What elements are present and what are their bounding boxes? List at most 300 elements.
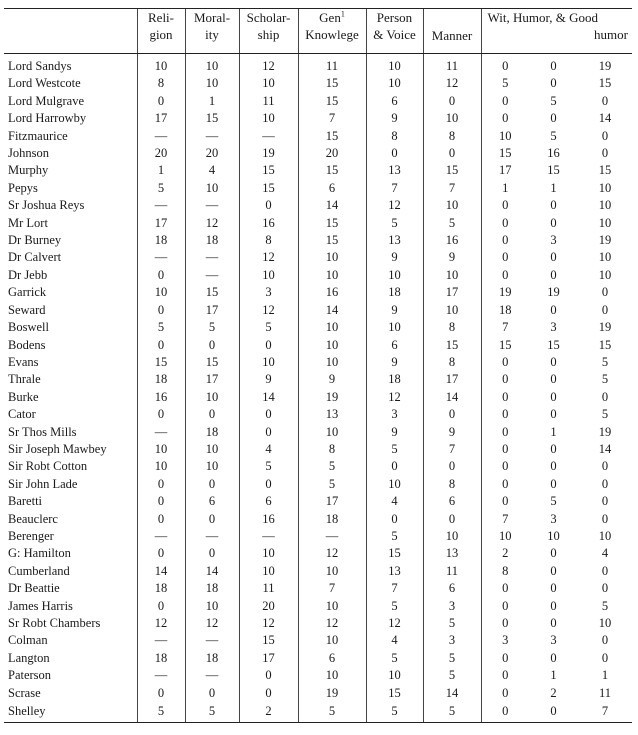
good-humor-score: 0 bbox=[601, 389, 609, 404]
table-row bbox=[4, 563, 632, 580]
knowledge-score: 15 bbox=[298, 128, 366, 145]
scholarship-score: 0 bbox=[239, 337, 298, 354]
table-row bbox=[4, 371, 632, 388]
person-voice-header: Person & Voice bbox=[366, 9, 423, 54]
person-voice-score: 5 bbox=[366, 528, 423, 545]
morality-score: — bbox=[185, 528, 239, 545]
scholarship-score: — bbox=[239, 528, 298, 545]
humor-score: 1 bbox=[550, 668, 557, 683]
person-voice-score: 5 bbox=[366, 598, 423, 615]
person-voice-score: 7 bbox=[366, 180, 423, 197]
wit-score: 0 bbox=[481, 615, 529, 632]
wit-score: 0 bbox=[481, 389, 529, 406]
manner-score: 9 bbox=[423, 249, 481, 266]
manner-score: 10 bbox=[423, 110, 481, 127]
scholarship-score: 12 bbox=[239, 249, 298, 266]
wit-score: 2 bbox=[481, 545, 529, 562]
manner-score: 0 bbox=[423, 93, 481, 110]
knowledge-score: 12 bbox=[298, 545, 366, 562]
person-voice-score: 10 bbox=[366, 319, 423, 336]
religion-score: 17 bbox=[137, 215, 185, 232]
person-name: Bodens bbox=[8, 337, 46, 352]
person-voice-score: 0 bbox=[366, 145, 423, 162]
humor-score: 0 bbox=[550, 650, 557, 665]
religion-score: 14 bbox=[137, 563, 185, 580]
religion-score: 10 bbox=[137, 441, 185, 458]
knowledge-score: 15 bbox=[298, 232, 366, 249]
table-row bbox=[4, 685, 632, 702]
manner-score: 8 bbox=[423, 476, 481, 493]
table-row bbox=[4, 458, 632, 475]
good-humor-score: 0 bbox=[601, 563, 609, 578]
morality-score: 10 bbox=[185, 54, 239, 76]
good-humor-score: 0 bbox=[601, 285, 609, 300]
manner-score: 17 bbox=[423, 284, 481, 301]
good-humor-score: 10 bbox=[598, 528, 612, 543]
good-humor-score: 19 bbox=[598, 320, 612, 335]
good-humor-score: 10 bbox=[598, 267, 612, 282]
knowledge-score: 10 bbox=[298, 424, 366, 441]
good-humor-score: 10 bbox=[598, 616, 612, 630]
knowledge-score: 13 bbox=[298, 406, 366, 423]
knowledge-score: 10 bbox=[298, 563, 366, 580]
humor-score: 16 bbox=[547, 146, 560, 161]
manner-score: 8 bbox=[423, 128, 481, 145]
person-name: Lord Mulgrave bbox=[8, 93, 85, 108]
person-name: Baretti bbox=[8, 494, 43, 509]
humor-score: 0 bbox=[550, 476, 557, 491]
morality-score: 15 bbox=[185, 110, 239, 127]
wit-score: 0 bbox=[481, 650, 529, 667]
morality-score: — bbox=[185, 128, 239, 145]
scholarship-score: 12 bbox=[239, 54, 298, 76]
person-name: James Harris bbox=[8, 598, 73, 613]
knowledge-score: 16 bbox=[298, 284, 366, 301]
good-humor-score: 0 bbox=[601, 494, 609, 509]
knowledge-score: 6 bbox=[298, 650, 366, 667]
religion-score: 0 bbox=[137, 598, 185, 615]
person-name: Scrase bbox=[8, 685, 41, 700]
person-name: Lord Harrowby bbox=[8, 111, 87, 126]
manner-score: 6 bbox=[423, 493, 481, 510]
person-name: Boswell bbox=[8, 320, 49, 335]
person-name: Sr Thos Mills bbox=[8, 424, 77, 439]
wit-humor-header: Wit, Humor, & Good humor bbox=[481, 9, 632, 54]
good-humor-score: 14 bbox=[598, 441, 612, 456]
manner-score: 8 bbox=[423, 354, 481, 371]
manner-score: 0 bbox=[423, 458, 481, 475]
person-name: Sr Joshua Reys bbox=[8, 198, 85, 213]
wit-score: 0 bbox=[481, 493, 529, 510]
religion-score: 0 bbox=[137, 511, 185, 528]
knowledge-score: 5 bbox=[298, 458, 366, 475]
humor-score: 15 bbox=[547, 163, 560, 178]
knowledge-score: — bbox=[298, 528, 366, 545]
humor-score: 5 bbox=[550, 128, 557, 143]
scholarship-score: 11 bbox=[239, 580, 298, 597]
person-name: Mr Lort bbox=[8, 215, 48, 230]
knowledge-score: 15 bbox=[298, 162, 366, 179]
religion-score: 0 bbox=[137, 93, 185, 110]
person-voice-score: 15 bbox=[366, 545, 423, 562]
morality-score: 12 bbox=[185, 215, 239, 232]
morality-score: 15 bbox=[185, 354, 239, 371]
wit-score: 0 bbox=[481, 215, 529, 232]
person-voice-score: 13 bbox=[366, 162, 423, 179]
wit-score: 7 bbox=[481, 511, 529, 528]
humor-score: 0 bbox=[550, 250, 557, 265]
person-voice-score: 18 bbox=[366, 284, 423, 301]
good-humor-score: 0 bbox=[601, 476, 609, 491]
table-row bbox=[4, 493, 632, 510]
religion-header: Reli- gion bbox=[137, 9, 185, 54]
religion-score: 5 bbox=[137, 319, 185, 336]
morality-score: 0 bbox=[185, 685, 239, 702]
morality-score: 20 bbox=[185, 145, 239, 162]
person-name: Berenger bbox=[8, 528, 54, 543]
manner-score: 10 bbox=[423, 302, 481, 319]
manner-score: 15 bbox=[423, 337, 481, 354]
scholarship-score: 6 bbox=[239, 493, 298, 510]
humor-score: 0 bbox=[550, 267, 557, 282]
person-voice-score: 12 bbox=[366, 197, 423, 214]
good-humor-score: 19 bbox=[598, 59, 612, 73]
wit-score: 0 bbox=[481, 667, 529, 684]
person-voice-score: 12 bbox=[366, 389, 423, 406]
scholarship-score: 3 bbox=[239, 284, 298, 301]
person-name: Cumberland bbox=[8, 563, 70, 578]
scholarship-score: 11 bbox=[239, 93, 298, 110]
person-name: Sr Robt Chambers bbox=[8, 616, 101, 630]
scholarship-score: 0 bbox=[239, 685, 298, 702]
good-humor-score: 10 bbox=[598, 198, 612, 213]
table-row bbox=[4, 441, 632, 458]
morality-score: 10 bbox=[185, 441, 239, 458]
humor-score: 2 bbox=[550, 685, 557, 700]
wit-score: 0 bbox=[481, 685, 529, 702]
good-humor-score: 0 bbox=[601, 146, 609, 161]
table-row bbox=[4, 424, 632, 441]
good-humor-score: 10 bbox=[598, 250, 612, 265]
table-row bbox=[4, 284, 632, 301]
knowledge-score: 8 bbox=[298, 441, 366, 458]
person-voice-score: 7 bbox=[366, 580, 423, 597]
morality-score: — bbox=[185, 249, 239, 266]
good-humor-score: 4 bbox=[601, 546, 609, 561]
morality-score: 10 bbox=[185, 598, 239, 615]
wit-score: 0 bbox=[481, 110, 529, 127]
morality-score: 0 bbox=[185, 406, 239, 423]
manner-score: 16 bbox=[423, 232, 481, 249]
manner-score: 3 bbox=[423, 632, 481, 649]
manner-score: 0 bbox=[423, 145, 481, 162]
table-row bbox=[4, 145, 632, 162]
name-column-header bbox=[4, 9, 137, 54]
good-humor-score: 0 bbox=[601, 633, 609, 648]
table-row bbox=[4, 54, 632, 76]
religion-score: 0 bbox=[137, 302, 185, 319]
manner-score: 10 bbox=[423, 197, 481, 214]
table-row bbox=[4, 702, 632, 723]
person-name: Sir Robt Cotton bbox=[8, 459, 88, 474]
humor-score: 3 bbox=[550, 511, 557, 526]
person-voice-score: 4 bbox=[366, 493, 423, 510]
religion-score: — bbox=[137, 197, 185, 214]
humor-score: 0 bbox=[550, 598, 557, 613]
table-row bbox=[4, 197, 632, 214]
person-name: Thrale bbox=[8, 372, 41, 387]
person-name: Shelley bbox=[4, 702, 137, 723]
morality-score: 5 bbox=[185, 702, 239, 723]
morality-score: 17 bbox=[185, 371, 239, 388]
manner-score: 5 bbox=[423, 615, 481, 632]
good-humor-score: 5 bbox=[601, 354, 609, 369]
table-row bbox=[4, 632, 632, 649]
wit-score: 15 bbox=[481, 145, 529, 162]
wit-score: 0 bbox=[481, 441, 529, 458]
table-row bbox=[4, 232, 632, 249]
morality-score: 12 bbox=[185, 615, 239, 632]
person-voice-score: 9 bbox=[366, 354, 423, 371]
religion-score: 18 bbox=[137, 232, 185, 249]
ratings-table bbox=[4, 8, 632, 723]
scholarship-score: 4 bbox=[239, 441, 298, 458]
person-name: Colman bbox=[8, 633, 48, 648]
person-voice-score: 15 bbox=[366, 685, 423, 702]
humor-score: 0 bbox=[550, 354, 557, 369]
religion-score: 10 bbox=[137, 54, 185, 76]
scholarship-score: 5 bbox=[239, 458, 298, 475]
religion-score: 18 bbox=[137, 580, 185, 597]
knowledge-score: 17 bbox=[298, 493, 366, 510]
wit-score: 10 bbox=[481, 128, 529, 145]
good-humor-score: 19 bbox=[598, 233, 612, 248]
religion-score: 5 bbox=[137, 180, 185, 197]
religion-score: — bbox=[137, 424, 185, 441]
wit-score: 0 bbox=[481, 702, 529, 723]
wit-score: 0 bbox=[481, 580, 529, 597]
religion-score: 16 bbox=[137, 389, 185, 406]
table-row bbox=[4, 615, 632, 632]
morality-score: — bbox=[185, 197, 239, 214]
knowledge-score: 20 bbox=[298, 145, 366, 162]
knowledge-score: 5 bbox=[298, 702, 366, 723]
person-name: Lord Sandys bbox=[8, 59, 72, 73]
knowledge-score: 14 bbox=[298, 302, 366, 319]
religion-score: 8 bbox=[137, 75, 185, 92]
knowledge-score: 7 bbox=[298, 110, 366, 127]
manner-score: 14 bbox=[423, 685, 481, 702]
wit-score: 3 bbox=[481, 632, 529, 649]
humor-score: 0 bbox=[550, 302, 557, 317]
table-row bbox=[4, 128, 632, 145]
morality-score: — bbox=[185, 667, 239, 684]
person-name: Evans bbox=[8, 354, 39, 369]
manner-score: 13 bbox=[423, 545, 481, 562]
person-voice-score: 0 bbox=[366, 458, 423, 475]
wit-score: 0 bbox=[481, 476, 529, 493]
table-row bbox=[4, 650, 632, 667]
manner-score: 5 bbox=[423, 667, 481, 684]
morality-header: Moral- ity bbox=[185, 9, 239, 54]
good-humor-score: 11 bbox=[598, 685, 612, 700]
knowledge-score: 10 bbox=[298, 632, 366, 649]
person-voice-score: 6 bbox=[366, 93, 423, 110]
table-row bbox=[4, 302, 632, 319]
knowledge-score: 9 bbox=[298, 371, 366, 388]
humor-score: 19 bbox=[547, 285, 560, 300]
morality-score: 4 bbox=[185, 162, 239, 179]
wit-score: 0 bbox=[481, 232, 529, 249]
religion-score: 0 bbox=[137, 476, 185, 493]
humor-score: 0 bbox=[529, 702, 578, 723]
morality-score: 6 bbox=[185, 493, 239, 510]
person-voice-score: 9 bbox=[366, 110, 423, 127]
person-voice-score: 5 bbox=[366, 702, 423, 723]
person-voice-score: 9 bbox=[366, 302, 423, 319]
person-voice-score: 9 bbox=[366, 249, 423, 266]
table-row bbox=[4, 110, 632, 127]
religion-score: 15 bbox=[137, 354, 185, 371]
religion-score: 0 bbox=[137, 337, 185, 354]
manner-score: 17 bbox=[423, 371, 481, 388]
scholarship-score: 10 bbox=[239, 545, 298, 562]
good-humor-score: 0 bbox=[601, 459, 609, 474]
wit-score: 10 bbox=[481, 528, 529, 545]
scholarship-score: 14 bbox=[239, 389, 298, 406]
good-humor-score: 0 bbox=[601, 93, 609, 108]
table-row bbox=[4, 476, 632, 493]
scholarship-score: 10 bbox=[239, 267, 298, 284]
manner-score: 5 bbox=[423, 215, 481, 232]
wit-score: 0 bbox=[481, 406, 529, 423]
knowledge-score: 19 bbox=[298, 389, 366, 406]
table-row bbox=[4, 511, 632, 528]
person-voice-score: 13 bbox=[366, 563, 423, 580]
person-voice-score: 10 bbox=[366, 476, 423, 493]
table-row bbox=[4, 598, 632, 615]
knowledge-score: 15 bbox=[298, 215, 366, 232]
scholarship-score: 12 bbox=[239, 302, 298, 319]
general-knowledge-header: Gen$^1$ Knowlege bbox=[298, 9, 366, 54]
humor-score: 0 bbox=[550, 581, 557, 596]
wit-score: 0 bbox=[481, 267, 529, 284]
manner-score: 10 bbox=[423, 267, 481, 284]
religion-score: 20 bbox=[137, 145, 185, 162]
person-name: Fitzmaurice bbox=[8, 128, 68, 143]
humor-score: 3 bbox=[550, 320, 557, 335]
morality-score: 5 bbox=[185, 319, 239, 336]
good-humor-score: 1 bbox=[601, 668, 609, 683]
scholarship-score: 0 bbox=[239, 197, 298, 214]
good-humor-score: 15 bbox=[598, 163, 612, 178]
person-name: Garrick bbox=[8, 285, 47, 300]
scholarship-score: 0 bbox=[239, 476, 298, 493]
morality-score: 18 bbox=[185, 650, 239, 667]
morality-score: 18 bbox=[185, 232, 239, 249]
table-row bbox=[4, 180, 632, 197]
scholarship-score: 10 bbox=[239, 354, 298, 371]
knowledge-score: 10 bbox=[298, 249, 366, 266]
religion-score: 10 bbox=[137, 458, 185, 475]
scholarship-score: 19 bbox=[239, 145, 298, 162]
knowledge-score: 10 bbox=[298, 354, 366, 371]
morality-score: — bbox=[185, 267, 239, 284]
morality-score: 14 bbox=[185, 563, 239, 580]
manner-score: 11 bbox=[423, 54, 481, 76]
religion-score: 18 bbox=[137, 650, 185, 667]
person-name: Lord Westcote bbox=[8, 76, 81, 91]
morality-score: — bbox=[185, 632, 239, 649]
table-row bbox=[4, 545, 632, 562]
scholarship-score: 17 bbox=[239, 650, 298, 667]
table-row bbox=[4, 319, 632, 336]
person-voice-score: 10 bbox=[366, 75, 423, 92]
scholarship-score: 10 bbox=[239, 563, 298, 580]
humor-score: 3 bbox=[550, 233, 557, 248]
morality-score: 10 bbox=[185, 180, 239, 197]
scholarship-score: 0 bbox=[239, 424, 298, 441]
humor-score: 0 bbox=[550, 389, 557, 404]
knowledge-score: 6 bbox=[298, 180, 366, 197]
scholarship-score: 0 bbox=[239, 406, 298, 423]
knowledge-score: 14 bbox=[298, 197, 366, 214]
person-name: Burke bbox=[8, 389, 39, 404]
humor-score: 5 bbox=[550, 494, 557, 509]
person-name: Langton bbox=[8, 650, 50, 665]
person-name: Dr Beattie bbox=[8, 581, 60, 596]
good-humor-score: 0 bbox=[601, 302, 609, 317]
humor-score: 0 bbox=[550, 76, 557, 91]
wit-score: 17 bbox=[481, 162, 529, 179]
person-voice-score: 12 bbox=[366, 615, 423, 632]
scholarship-score: — bbox=[239, 128, 298, 145]
good-humor-score: 0 bbox=[601, 581, 609, 596]
person-name: Paterson bbox=[8, 668, 52, 683]
person-name: Sir John Lade bbox=[8, 476, 78, 491]
scholarship-score: 9 bbox=[239, 371, 298, 388]
scholarship-score: 15 bbox=[239, 180, 298, 197]
scholarship-score: 15 bbox=[239, 162, 298, 179]
manner-score: 6 bbox=[423, 580, 481, 597]
religion-score: — bbox=[137, 632, 185, 649]
religion-score: 0 bbox=[137, 545, 185, 562]
religion-score: 17 bbox=[137, 110, 185, 127]
table-header bbox=[4, 9, 632, 54]
table-row bbox=[4, 389, 632, 406]
scholarship-score: 10 bbox=[239, 110, 298, 127]
wit-score: 15 bbox=[481, 337, 529, 354]
table-row bbox=[4, 667, 632, 684]
table-body bbox=[4, 54, 632, 723]
wit-score: 0 bbox=[481, 197, 529, 214]
person-voice-score: 0 bbox=[366, 511, 423, 528]
humor-score: 10 bbox=[547, 528, 560, 543]
wit-score: 19 bbox=[481, 284, 529, 301]
scholarship-score: 0 bbox=[239, 667, 298, 684]
person-voice-score: 9 bbox=[366, 424, 423, 441]
humor-score: 0 bbox=[550, 441, 557, 456]
scholarship-score: 15 bbox=[239, 632, 298, 649]
good-humor-score: 0 bbox=[601, 511, 609, 526]
person-voice-score: 10 bbox=[366, 54, 423, 76]
religion-score: 10 bbox=[137, 284, 185, 301]
wit-score: 1 bbox=[481, 180, 529, 197]
religion-score: — bbox=[137, 528, 185, 545]
person-name: Cator bbox=[8, 407, 36, 422]
religion-score: — bbox=[137, 128, 185, 145]
person-name: Dr Calvert bbox=[8, 250, 62, 265]
